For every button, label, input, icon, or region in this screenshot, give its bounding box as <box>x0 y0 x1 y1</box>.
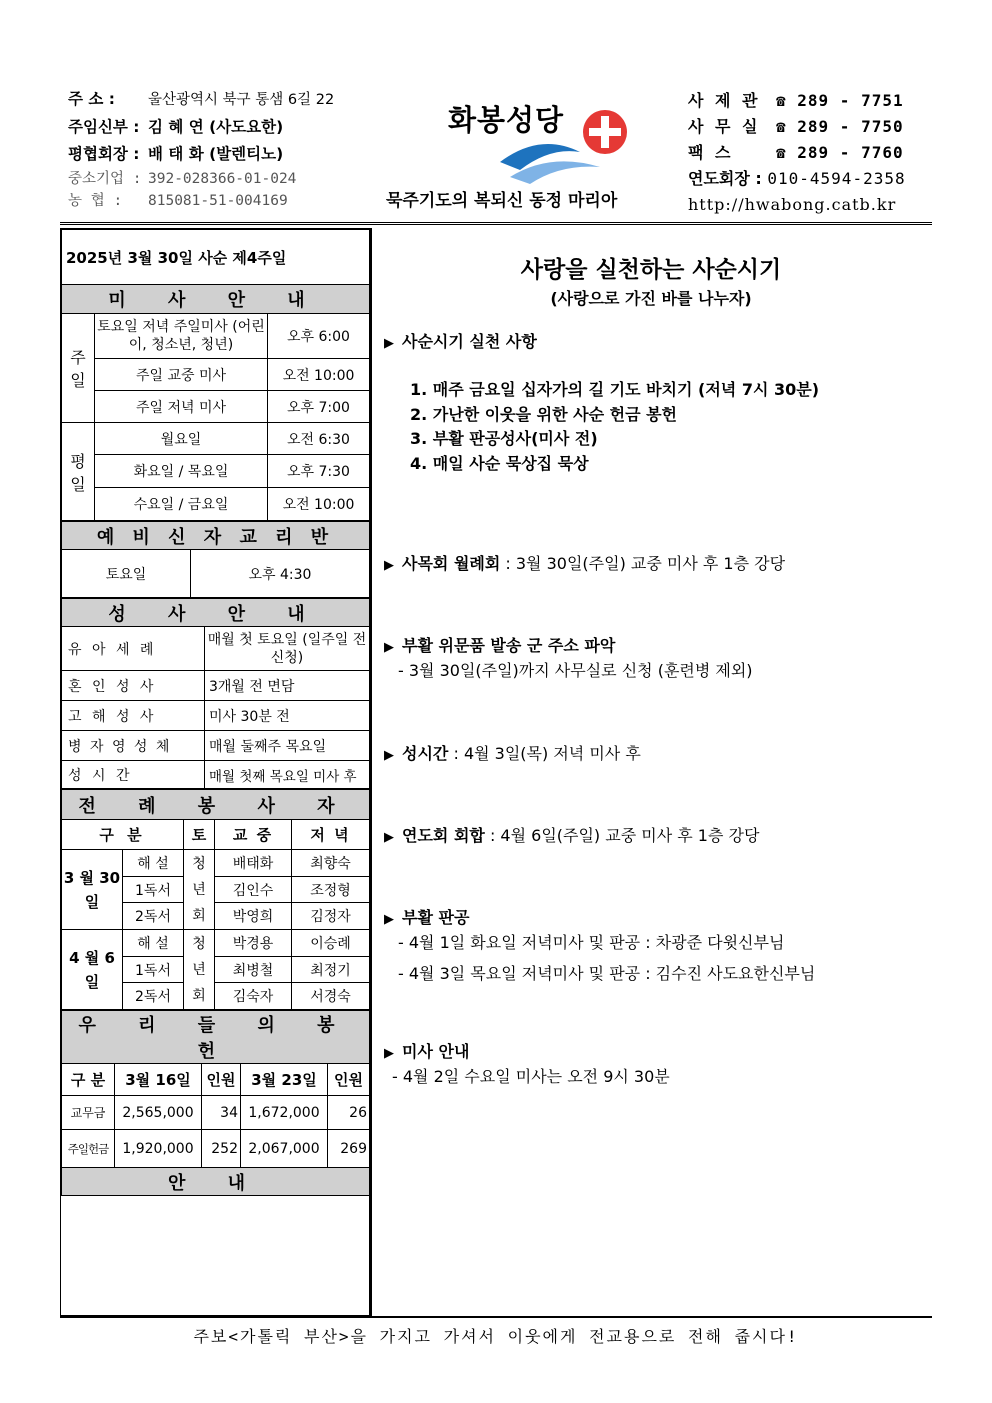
mass-time: 오전 10:00 <box>268 488 370 521</box>
triangle-bullet-icon: ▶ <box>384 336 394 351</box>
column-divider <box>369 228 371 1316</box>
header-info-right <box>688 88 938 218</box>
lent-practice-list <box>410 378 819 476</box>
offering-header: 우 리 들 의 봉 헌 <box>62 1011 370 1064</box>
sacrament-name: 혼 인 성 사 <box>62 671 205 701</box>
offering-name: 교무금 <box>62 1096 115 1130</box>
mass-name: 수요일 / 금요일 <box>95 488 268 521</box>
liturgy-col: 교 중 <box>215 820 292 850</box>
liturgy-main: 박경용 <box>215 930 292 957</box>
sacrament-header: 성 사 안 내 <box>62 599 370 627</box>
offering-name: 주일헌금 <box>62 1130 115 1168</box>
liturgy-col: 구 분 <box>62 820 184 850</box>
mass-header: 미 사 안 내 <box>62 285 370 314</box>
liturgy-main: 김숙자 <box>215 983 292 1010</box>
notice-header: 안 내 <box>62 1168 370 1196</box>
offering-count: 252 <box>202 1130 241 1168</box>
sacrament-name: 유 아 세 례 <box>62 627 205 671</box>
prayer-phone: 010-4594-2358 <box>767 169 906 188</box>
notice-text: : 3월 30일(주일) 교중 미사 후 1층 강당 <box>500 554 786 573</box>
triangle-bullet-icon: ▶ <box>384 830 394 845</box>
liturgy-col: 토 <box>184 820 215 850</box>
notice-text: : 4월 3일(목) 저녁 미사 후 <box>448 744 641 763</box>
notice-text: : 4월 6일(주일) 교중 미사 후 1층 강당 <box>484 826 760 845</box>
liturgy-role: 1독서 <box>123 877 184 903</box>
mass-name: 월요일 <box>95 423 268 455</box>
rectory-phone: ☎ 289 - 7751 <box>776 91 904 110</box>
parish-patron: 묵주기도의 복되신 동정 마리아 <box>386 191 618 211</box>
triangle-bullet-icon: ▶ <box>384 558 394 573</box>
notice-item <box>384 905 469 928</box>
triangle-bullet-icon: ▶ <box>384 1046 394 1061</box>
liturgy-eve: 서경숙 <box>292 983 370 1010</box>
notice-item <box>384 1039 469 1062</box>
liturgy-main: 최병철 <box>215 957 292 983</box>
address: 울산광역시 북구 통샘 6길 22 <box>148 92 335 108</box>
liturgy-role: 해 설 <box>123 930 184 957</box>
top-divider <box>60 222 932 225</box>
liturgy-table <box>61 789 370 1010</box>
offering-amount: 2,565,000 <box>115 1096 202 1130</box>
footer-message: 주보<가톨릭 부산>을 가지고 가셔서 이웃에게 전교용으로 전해 줍시다! <box>193 1327 799 1346</box>
catechumen-header: 예 비 신 자 교 리 반 <box>62 522 370 550</box>
liturgy-main: 박영희 <box>215 903 292 930</box>
weekday-label: 평 일 <box>62 423 95 521</box>
list-item: 1. 매주 금요일 십자가의 길 기도 바치기 (저녁 7시 30분) <box>410 380 820 399</box>
notice-title: 사순시기 실천 사항 <box>402 332 537 351</box>
offering-table <box>61 1010 370 1196</box>
offering-col: 구 분 <box>62 1064 115 1096</box>
parish-name: 화봉성당 <box>448 103 565 137</box>
triangle-bullet-icon: ▶ <box>384 748 394 763</box>
offering-amount: 1,920,000 <box>115 1130 202 1168</box>
notice-subtext: - 4월 2일 수요일 미사는 오전 9시 30분 <box>392 1067 670 1086</box>
notice-item <box>384 741 641 764</box>
sacrament-desc: 매월 둘째주 목요일 <box>205 731 370 761</box>
mass-time: 오후 7:30 <box>268 455 370 488</box>
header-info-left <box>68 86 368 212</box>
catechumen-day: 토요일 <box>62 550 191 598</box>
liturgy-eve: 최정기 <box>292 957 370 983</box>
notice-item <box>384 823 759 846</box>
bulletin-date: 2025년 3월 30일 사순 제4주일 <box>62 230 370 285</box>
offering-count: 26 <box>328 1096 370 1130</box>
liturgy-role: 해 설 <box>123 850 184 877</box>
council-label: 평협회장 : <box>68 145 140 163</box>
council-name: 배 태 화 (발렌티노) <box>148 145 284 163</box>
notice-subtext: - 4월 1일 화요일 저녁미사 및 판공 : 차광준 다윗신부님 <box>398 933 785 952</box>
pastor-label: 주임신부 : <box>68 118 140 136</box>
bank2-label: 농 협 : <box>68 193 123 209</box>
liturgy-header: 전 례 봉 사 자 <box>62 790 370 820</box>
sacrament-desc: 매월 첫째 목요일 미사 후 <box>205 761 370 789</box>
liturgy-sat: 청 년 회 <box>184 930 215 1010</box>
bank1-label: 중소기업 : <box>68 171 142 187</box>
mass-name: 주일 저녁 미사 <box>95 391 268 423</box>
mass-name: 주일 교중 미사 <box>95 359 268 391</box>
liturgy-eve: 김정자 <box>292 903 370 930</box>
mass-name: 화요일 / 목요일 <box>95 455 268 488</box>
offering-col: 인원 <box>202 1064 241 1096</box>
website-link[interactable]: http://hwabong.catb.kr <box>688 195 897 214</box>
office-label: 사 무 실 <box>688 117 761 136</box>
sacrament-name: 성 시 간 <box>62 761 205 789</box>
list-item: 2. 가난한 이웃을 위한 사순 헌금 봉헌 <box>410 404 678 424</box>
left-column <box>60 228 372 1316</box>
notice-item <box>384 551 785 574</box>
lent-title: 사랑을 실천하는 사순시기 <box>520 256 782 283</box>
liturgy-eve: 최향숙 <box>292 850 370 877</box>
liturgy-col: 저 녁 <box>292 820 370 850</box>
mass-time: 오후 6:00 <box>268 314 370 359</box>
triangle-bullet-icon: ▶ <box>384 912 394 927</box>
prayer-label: 연도회장 : <box>688 169 762 188</box>
notice-subtext: - 4월 3일 목요일 저녁미사 및 판공 : 김수진 사도요한신부님 <box>398 964 816 983</box>
mass-time: 오후 7:00 <box>268 391 370 423</box>
catechumen-time: 오후 4:30 <box>191 550 370 598</box>
sacrament-name: 병 자 영 성 체 <box>62 731 205 761</box>
notice-title: 부활 판공 <box>402 908 470 927</box>
liturgy-role: 2독서 <box>123 903 184 930</box>
address-label: 주 소 : <box>68 90 115 108</box>
notice-item <box>384 633 615 656</box>
notice-title: 사목회 월례회 <box>402 554 501 573</box>
notice-title: 성시간 <box>402 744 449 763</box>
liturgy-sat: 청 년 회 <box>184 850 215 930</box>
liturgy-main: 배태화 <box>215 850 292 877</box>
catechumen-table <box>61 521 370 598</box>
liturgy-eve: 이승례 <box>292 930 370 957</box>
offering-count: 269 <box>328 1130 370 1168</box>
offering-amount: 2,067,000 <box>241 1130 328 1168</box>
bank2-account: 815081-51-004169 <box>148 193 288 209</box>
bank1-account: 392-028366-01-024 <box>148 171 297 187</box>
offering-col: 인원 <box>328 1064 370 1096</box>
notice-item <box>384 329 537 352</box>
offering-col: 3월 16일 <box>115 1064 202 1096</box>
sunday-label: 주 일 <box>62 314 95 423</box>
triangle-bullet-icon: ▶ <box>384 640 394 655</box>
mass-time: 오전 10:00 <box>268 359 370 391</box>
pastor-name: 김 혜 연 (사도요한) <box>148 118 284 136</box>
liturgy-main: 김인수 <box>215 877 292 903</box>
lent-subtitle: (사랑으로 가진 바를 나누자) <box>550 289 752 308</box>
liturgy-role: 2독서 <box>123 983 184 1010</box>
list-item: 4. 매일 사순 묵상집 묵상 <box>410 453 589 473</box>
liturgy-role: 1독서 <box>123 957 184 983</box>
notice-subtext: - 3월 30일(주일)까지 사무실로 신청 (훈련병 제외) <box>398 661 753 680</box>
liturgy-eve: 조정형 <box>292 877 370 903</box>
mass-name: 토요일 저녁 주일미사 (어린이, 청소년, 청년) <box>95 314 268 359</box>
liturgy-date: 3 월 30 일 <box>62 850 123 930</box>
notice-title: 부활 위문품 발송 군 주소 파악 <box>402 636 616 655</box>
mass-table <box>61 229 370 521</box>
notice-title: 연도회 회합 <box>402 826 485 845</box>
sacrament-name: 고 해 성 사 <box>62 701 205 731</box>
office-phone: ☎ 289 - 7750 <box>776 117 904 136</box>
bottom-divider <box>60 1316 932 1318</box>
sacrament-desc: 3개월 전 면담 <box>205 671 370 701</box>
sacrament-desc: 매월 첫 토요일 (일주일 전 신청) <box>205 627 370 671</box>
fax-phone: ☎ 289 - 7760 <box>776 143 904 162</box>
fax-label: 팩 스 <box>688 143 734 162</box>
offering-col: 3월 23일 <box>241 1064 328 1096</box>
sacrament-desc: 미사 30분 전 <box>205 701 370 731</box>
sacrament-table <box>61 598 370 789</box>
list-item: 3. 부활 판공성사(미사 전) <box>410 429 598 448</box>
rectory-label: 사 제 관 <box>688 91 761 110</box>
mass-time: 오전 6:30 <box>268 423 370 455</box>
notice-title: 미사 안내 <box>402 1042 470 1061</box>
offering-count: 34 <box>202 1096 241 1130</box>
offering-amount: 1,672,000 <box>241 1096 328 1130</box>
liturgy-date: 4 월 6 일 <box>62 930 123 1010</box>
